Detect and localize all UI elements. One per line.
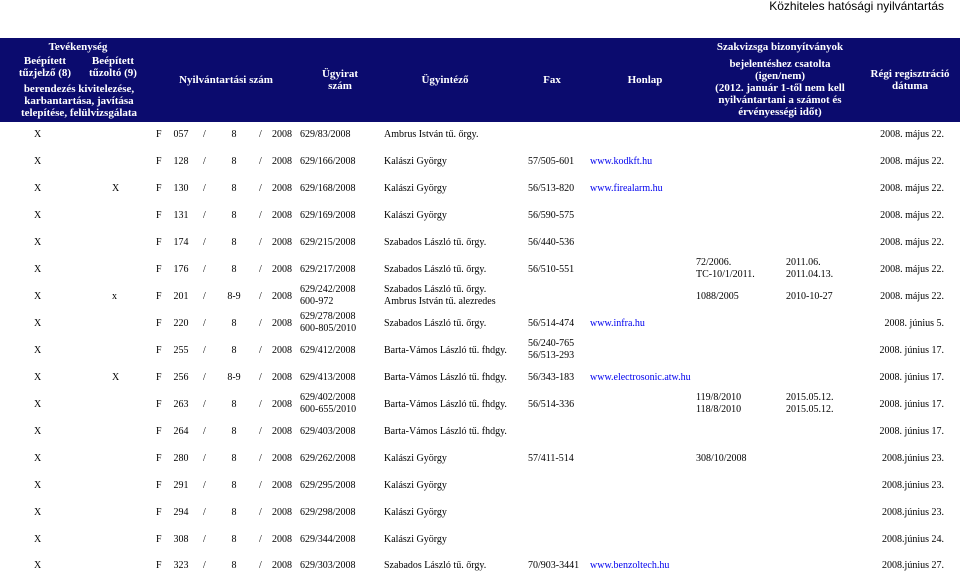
cell-f: F <box>156 560 162 571</box>
cell-date: 2008.június 23. <box>882 480 944 491</box>
cell-s2: / <box>259 399 262 410</box>
cell-f: F <box>156 129 162 140</box>
cell-n2: 8 <box>231 480 237 491</box>
header-tevekenyseg: Tevékenység <box>48 41 108 53</box>
cell-f: F <box>156 480 162 491</box>
cell-x8: X <box>34 210 42 221</box>
cell-n2: 8 <box>231 345 237 356</box>
cell-doc <box>300 311 382 335</box>
cell-y: 2008 <box>272 318 292 329</box>
cell-doc: 629/403/2008 <box>300 426 356 437</box>
cell-s2: / <box>259 129 262 140</box>
cell-f: F <box>156 399 162 410</box>
cell-s1: / <box>203 507 206 518</box>
cell-n1: 131 <box>173 210 189 221</box>
cell-sz2-line: 2011.04.13. <box>786 269 834 280</box>
cell-n1: 130 <box>173 183 189 194</box>
cell-n2: 8 <box>231 507 237 518</box>
cell-s1: / <box>203 534 206 545</box>
cell-x8: X <box>34 156 42 167</box>
cell-f: F <box>156 318 162 329</box>
table-row <box>0 128 960 144</box>
cell-fax: 56/514-474 <box>528 318 575 329</box>
header-szakvizsga-note-line2: (igen/nem) <box>754 70 806 82</box>
cell-person: Barta-Vámos László tű. fhdgy. <box>384 399 507 410</box>
table-row <box>0 559 960 575</box>
cell-doc: 629/168/2008 <box>300 183 356 194</box>
header-ugyirat-line1: Ügyirat <box>321 68 359 80</box>
cell-f: F <box>156 237 162 248</box>
cell-n1: 280 <box>173 453 189 464</box>
cell-doc: 629/215/2008 <box>300 237 356 248</box>
cell-date: 2008. június 17. <box>879 345 944 356</box>
cell-y: 2008 <box>272 183 292 194</box>
cell-doc-line: 600-655/2010 <box>300 404 357 415</box>
table-row <box>0 284 960 307</box>
cell-date: 2008.június 23. <box>882 507 944 518</box>
cell-person: Szabados László tű. őrgy. <box>384 264 487 275</box>
cell-person: Kalászi György <box>384 183 447 194</box>
cell-date: 2008. május 22. <box>880 237 944 248</box>
cell-s2: / <box>259 507 262 518</box>
cell-doc: 629/262/2008 <box>300 453 356 464</box>
cell-date: 2008. május 22. <box>880 264 944 275</box>
table-row <box>0 311 960 334</box>
cell-x8: X <box>34 318 42 329</box>
cell-fax-line: 56/513-293 <box>528 350 575 361</box>
cell-s2: / <box>259 183 262 194</box>
cell-person-line: Ambrus István tű. alezredes <box>384 296 496 307</box>
cell-x9: X <box>112 183 120 194</box>
cell-fax <box>528 338 590 362</box>
cell-doc: 629/295/2008 <box>300 480 356 491</box>
cell-y: 2008 <box>272 345 292 356</box>
table-row <box>0 257 960 280</box>
header-berendezes-line3: telepítése, felülvizsgálata <box>20 107 138 119</box>
cell-n1: 294 <box>173 507 189 518</box>
cell-fax: 56/510-551 <box>528 264 575 275</box>
cell-s1: / <box>203 129 206 140</box>
cell-fax: 56/590-575 <box>528 210 575 221</box>
cell-n2: 8-9 <box>227 291 241 302</box>
cell-person: Szabados László tű. őrgy. <box>384 560 487 571</box>
cell-web[interactable]: www.firealarm.hu <box>590 183 663 194</box>
cell-fax: 56/514-336 <box>528 399 575 410</box>
cell-person: Kalászi György <box>384 480 447 491</box>
cell-x8: X <box>34 345 42 356</box>
cell-f: F <box>156 156 162 167</box>
cell-n2: 8 <box>231 156 237 167</box>
cell-n2: 8 <box>231 183 237 194</box>
cell-date: 2008. május 22. <box>880 156 944 167</box>
cell-date: 2008. június 5. <box>884 318 944 329</box>
cell-y: 2008 <box>272 560 292 571</box>
cell-sz1 <box>696 392 782 416</box>
cell-doc-line: 629/402/2008 <box>300 392 356 403</box>
cell-doc: 629/166/2008 <box>300 156 356 167</box>
cell-s2: / <box>259 318 262 329</box>
cell-x8: X <box>34 264 42 275</box>
cell-y: 2008 <box>272 291 292 302</box>
cell-person: Barta-Vámos László tű. fhdgy. <box>384 345 507 356</box>
cell-sz2-line: 2011.06. <box>786 257 821 268</box>
cell-n1: 174 <box>173 237 189 248</box>
table-row <box>0 182 960 198</box>
cell-x8: X <box>34 372 42 383</box>
cell-sz1: 1088/2005 <box>696 291 739 302</box>
cell-s1: / <box>203 264 206 275</box>
cell-n2: 8 <box>231 129 237 140</box>
cell-f: F <box>156 210 162 221</box>
cell-n2: 8 <box>231 237 237 248</box>
cell-sz2 <box>786 257 862 281</box>
cell-sz2-line: 2015.05.12. <box>786 392 834 403</box>
cell-n2: 8 <box>231 318 237 329</box>
cell-date: 2008. május 22. <box>880 129 944 140</box>
cell-n1: 057 <box>173 129 189 140</box>
cell-y: 2008 <box>272 129 292 140</box>
cell-date: 2008.június 27. <box>882 560 944 571</box>
cell-n1: 291 <box>173 480 189 491</box>
cell-sz1-line: TC-10/1/2011. <box>696 269 755 280</box>
header-tuzolto-line2: tűzoltó (9) <box>89 67 137 79</box>
cell-sz1-line: 72/2006. <box>696 257 732 268</box>
cell-person: Ambrus István tű. őrgy. <box>384 129 479 140</box>
table-row <box>0 425 960 441</box>
cell-doc: 629/169/2008 <box>300 210 356 221</box>
cell-s2: / <box>259 237 262 248</box>
cell-s1: / <box>203 210 206 221</box>
cell-sz2 <box>786 392 862 416</box>
cell-s1: / <box>203 453 206 464</box>
cell-sz1 <box>696 257 782 281</box>
cell-n1: 256 <box>173 372 189 383</box>
header-szakvizsga-note-line3: (2012. január 1-től nem kell <box>715 82 845 94</box>
cell-date: 2008. június 17. <box>879 426 944 437</box>
table-row <box>0 479 960 495</box>
cell-f: F <box>156 534 162 545</box>
cell-y: 2008 <box>272 237 292 248</box>
cell-f: F <box>156 183 162 194</box>
cell-sz1: 308/10/2008 <box>696 453 747 464</box>
cell-sz2: 2010-10-27 <box>786 291 833 302</box>
cell-n1: 255 <box>173 345 189 356</box>
cell-x8: X <box>34 534 42 545</box>
cell-person: Kalászi György <box>384 453 447 464</box>
cell-s1: / <box>203 156 206 167</box>
header-nyilvantartasi: Nyilvántartási szám <box>179 74 273 86</box>
cell-y: 2008 <box>272 534 292 545</box>
cell-s1: / <box>203 345 206 356</box>
cell-doc: 629/217/2008 <box>300 264 356 275</box>
table-row <box>0 338 960 361</box>
cell-s1: / <box>203 399 206 410</box>
cell-person: Barta-Vámos László tű. fhdgy. <box>384 372 507 383</box>
cell-n1: 201 <box>173 291 189 302</box>
header-berendezes-line1: berendezés kivitelezése, <box>23 83 135 95</box>
table-row <box>0 209 960 225</box>
cell-s1: / <box>203 480 206 491</box>
cell-web[interactable]: www.kodkft.hu <box>590 156 653 167</box>
cell-doc: 629/412/2008 <box>300 345 356 356</box>
cell-x8: X <box>34 291 42 302</box>
cell-sz1-line: 118/8/2010 <box>696 404 742 415</box>
cell-y: 2008 <box>272 453 292 464</box>
cell-doc <box>300 392 382 416</box>
header-ugyirat-line2: szám <box>328 80 352 92</box>
cell-s2: / <box>259 156 262 167</box>
cell-web[interactable]: www.electrosonic.atw.hu <box>590 372 691 383</box>
cell-s2: / <box>259 345 262 356</box>
header-fax: Fax <box>543 74 561 86</box>
header-regi-line1: Régi regisztráció <box>870 68 950 80</box>
cell-sz1-line: 119/8/2010 <box>696 392 742 403</box>
cell-s2: / <box>259 453 262 464</box>
cell-s1: / <box>203 426 206 437</box>
cell-x8: X <box>34 129 42 140</box>
cell-date: 2008. május 22. <box>880 183 944 194</box>
cell-n2: 8 <box>231 560 237 571</box>
header-szakvizsga-note-line5: érvényességi időt) <box>738 106 822 118</box>
cell-person: Kalászi György <box>384 534 447 545</box>
table-row <box>0 533 960 549</box>
cell-doc <box>300 284 382 308</box>
cell-x8: X <box>34 453 42 464</box>
cell-person: Szabados László tű. őrgy. <box>384 318 487 329</box>
table-row <box>0 371 960 387</box>
header-szakvizsga-note-line4: nyilvántartani a számot és <box>718 94 842 106</box>
cell-s1: / <box>203 318 206 329</box>
cell-y: 2008 <box>272 480 292 491</box>
header-berendezes-line2: karbantartása, javítása <box>24 95 134 107</box>
cell-s2: / <box>259 534 262 545</box>
cell-doc: 629/344/2008 <box>300 534 356 545</box>
cell-f: F <box>156 291 162 302</box>
cell-n1: 264 <box>173 426 189 437</box>
table-row <box>0 452 960 468</box>
cell-date: 2008.június 23. <box>882 453 944 464</box>
cell-n2: 8 <box>231 534 237 545</box>
cell-n1: 128 <box>173 156 189 167</box>
cell-n1: 263 <box>173 399 189 410</box>
header-szakvizsga: Szakvizsga bizonyítványok <box>716 41 844 53</box>
header-regi-line2: dátuma <box>891 80 929 92</box>
cell-doc: 629/83/2008 <box>300 129 351 140</box>
cell-date: 2008. május 22. <box>880 210 944 221</box>
cell-y: 2008 <box>272 264 292 275</box>
table-row <box>0 236 960 252</box>
cell-person: Kalászi György <box>384 156 447 167</box>
cell-s2: / <box>259 372 262 383</box>
cell-web[interactable]: www.benzoltech.hu <box>590 560 670 571</box>
cell-fax: 56/440-536 <box>528 237 575 248</box>
cell-fax: 57/411-514 <box>528 453 574 464</box>
cell-y: 2008 <box>272 372 292 383</box>
cell-n1: 176 <box>173 264 189 275</box>
cell-person-line: Szabados László tű. őrgy. <box>384 284 487 295</box>
cell-f: F <box>156 345 162 356</box>
table-row <box>0 392 960 415</box>
cell-fax: 57/505-601 <box>528 156 575 167</box>
document-title: Közhiteles hatósági nyilvántartás <box>769 0 944 13</box>
cell-y: 2008 <box>272 399 292 410</box>
cell-date: 2008. június 17. <box>879 399 944 410</box>
cell-x8: X <box>34 426 42 437</box>
cell-person: Kalászi György <box>384 507 447 518</box>
cell-n2: 8 <box>231 453 237 464</box>
cell-s2: / <box>259 291 262 302</box>
cell-s1: / <box>203 291 206 302</box>
cell-person: Barta-Vámos László tű. fhdgy. <box>384 426 507 437</box>
cell-f: F <box>156 453 162 464</box>
cell-s1: / <box>203 237 206 248</box>
cell-n1: 308 <box>173 534 189 545</box>
cell-doc-line: 629/278/2008 <box>300 311 356 322</box>
cell-n1: 220 <box>173 318 189 329</box>
table-row <box>0 506 960 522</box>
cell-n2: 8-9 <box>227 372 241 383</box>
cell-web[interactable]: www.infra.hu <box>590 318 645 329</box>
cell-fax: 70/903-3441 <box>528 560 580 571</box>
cell-n2: 8 <box>231 399 237 410</box>
cell-fax: 56/343-183 <box>528 372 575 383</box>
header-tuzolto-line1: Beépített <box>91 55 135 67</box>
cell-s2: / <box>259 480 262 491</box>
cell-date: 2008. május 22. <box>880 291 944 302</box>
cell-x9: x <box>112 291 117 302</box>
header-ugyintezo: Ügyintéző <box>421 74 469 86</box>
cell-person: Kalászi György <box>384 210 447 221</box>
cell-n1: 323 <box>173 560 189 571</box>
cell-fax-line: 56/240-765 <box>528 338 575 349</box>
cell-s2: / <box>259 264 262 275</box>
cell-s1: / <box>203 372 206 383</box>
cell-doc-line: 600-805/2010 <box>300 323 357 334</box>
cell-doc: 629/298/2008 <box>300 507 356 518</box>
cell-n2: 8 <box>231 210 237 221</box>
cell-s1: / <box>203 183 206 194</box>
cell-s2: / <box>259 560 262 571</box>
cell-sz2-line: 2015.05.12. <box>786 404 834 415</box>
cell-doc: 629/303/2008 <box>300 560 356 571</box>
header-szakvizsga-note-line1: bejelentéshez csatolta <box>729 58 831 70</box>
cell-y: 2008 <box>272 426 292 437</box>
cell-s2: / <box>259 210 262 221</box>
cell-x8: X <box>34 560 42 571</box>
cell-person <box>384 284 534 308</box>
header-tuzjelzo-line1: Beépített <box>23 55 67 67</box>
cell-person: Szabados László tű. őrgy. <box>384 237 487 248</box>
cell-y: 2008 <box>272 210 292 221</box>
cell-x9: X <box>112 372 120 383</box>
cell-date: 2008.június 24. <box>882 534 944 545</box>
table-row <box>0 155 960 171</box>
cell-y: 2008 <box>272 507 292 518</box>
cell-doc-line: 600-972 <box>300 296 334 307</box>
cell-f: F <box>156 264 162 275</box>
cell-n2: 8 <box>231 426 237 437</box>
cell-x8: X <box>34 237 42 248</box>
cell-x8: X <box>34 480 42 491</box>
cell-doc: 629/413/2008 <box>300 372 356 383</box>
cell-y: 2008 <box>272 156 292 167</box>
header-honlap: Honlap <box>627 74 663 86</box>
cell-x8: X <box>34 507 42 518</box>
cell-f: F <box>156 426 162 437</box>
cell-date: 2008. június 17. <box>879 372 944 383</box>
cell-s2: / <box>259 426 262 437</box>
cell-f: F <box>156 372 162 383</box>
cell-x8: X <box>34 183 42 194</box>
cell-fax: 56/513-820 <box>528 183 575 194</box>
cell-f: F <box>156 507 162 518</box>
cell-s1: / <box>203 560 206 571</box>
cell-n2: 8 <box>231 264 237 275</box>
header-tuzjelzo-line2: tűzjelző (8) <box>18 67 72 79</box>
cell-x8: X <box>34 399 42 410</box>
cell-doc-line: 629/242/2008 <box>300 284 356 295</box>
